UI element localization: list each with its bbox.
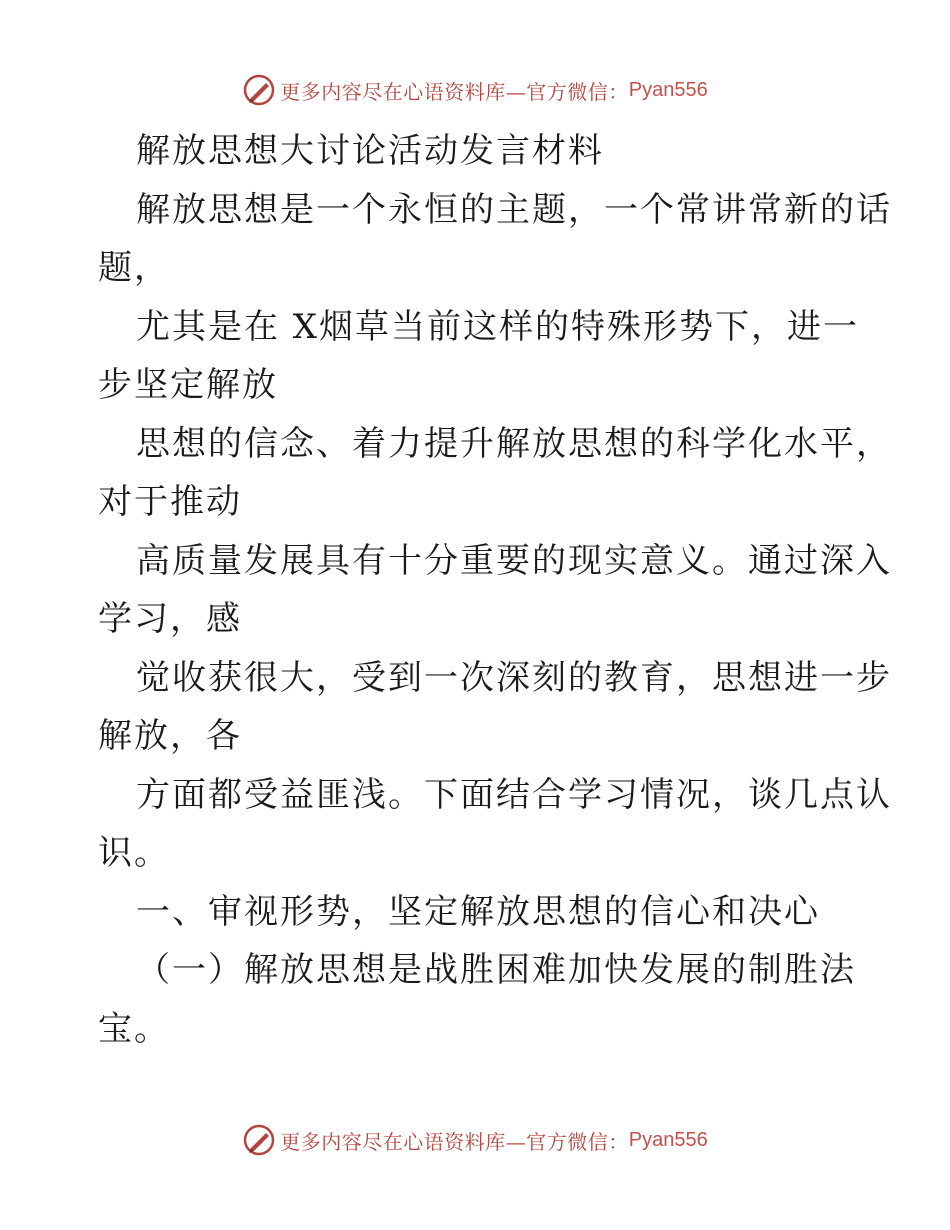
text-line: 觉收获很大，受到一次深刻的教育，思想进一步: [136, 657, 892, 698]
pen-logo-icon: [242, 73, 276, 107]
pen-logo-icon: [242, 1123, 276, 1157]
text-line: 解放思想是一个永恒的主题，一个常讲常新的话: [136, 189, 892, 230]
text-line: 宝。: [98, 1008, 170, 1049]
banner-wechat-id: Pyan556: [628, 1128, 708, 1151]
document-title: 解放思想大讨论活动发言材料: [136, 131, 604, 171]
banner-text: 更多内容尽在心语资料库—官方微信：: [280, 79, 629, 104]
subsection-heading: （一）解放思想是战胜困难加快发展的制胜法: [136, 950, 856, 990]
header-banner: [0, 70, 950, 110]
document-body: [98, 122, 892, 1058]
text-line: 对于推动: [98, 482, 242, 522]
banner-text: 更多内容尽在心语资料库—官方微信：: [280, 1129, 629, 1154]
text-line: 高质量发展具有十分重要的现实意义。通过深入: [136, 540, 892, 581]
text-line: 思想的信念、着力提升解放思想的科学化水平，: [136, 423, 892, 464]
text-line: 步坚定解放: [98, 365, 278, 405]
text-line: 题，: [98, 248, 170, 288]
text-line: 学习，感: [98, 599, 242, 639]
footer-banner: [0, 1120, 950, 1160]
text-line: 识。: [98, 833, 170, 873]
text-line: 尤其是在 X烟草当前这样的特殊形势下，进一: [136, 306, 860, 347]
banner-wechat-id: Pyan556: [628, 78, 708, 101]
section-heading: 一、审视形势，坚定解放思想的信心和决心: [136, 891, 820, 932]
text-line: 解放，各: [98, 716, 242, 756]
text-line: 方面都受益匪浅。下面结合学习情况，谈几点认: [136, 774, 892, 815]
